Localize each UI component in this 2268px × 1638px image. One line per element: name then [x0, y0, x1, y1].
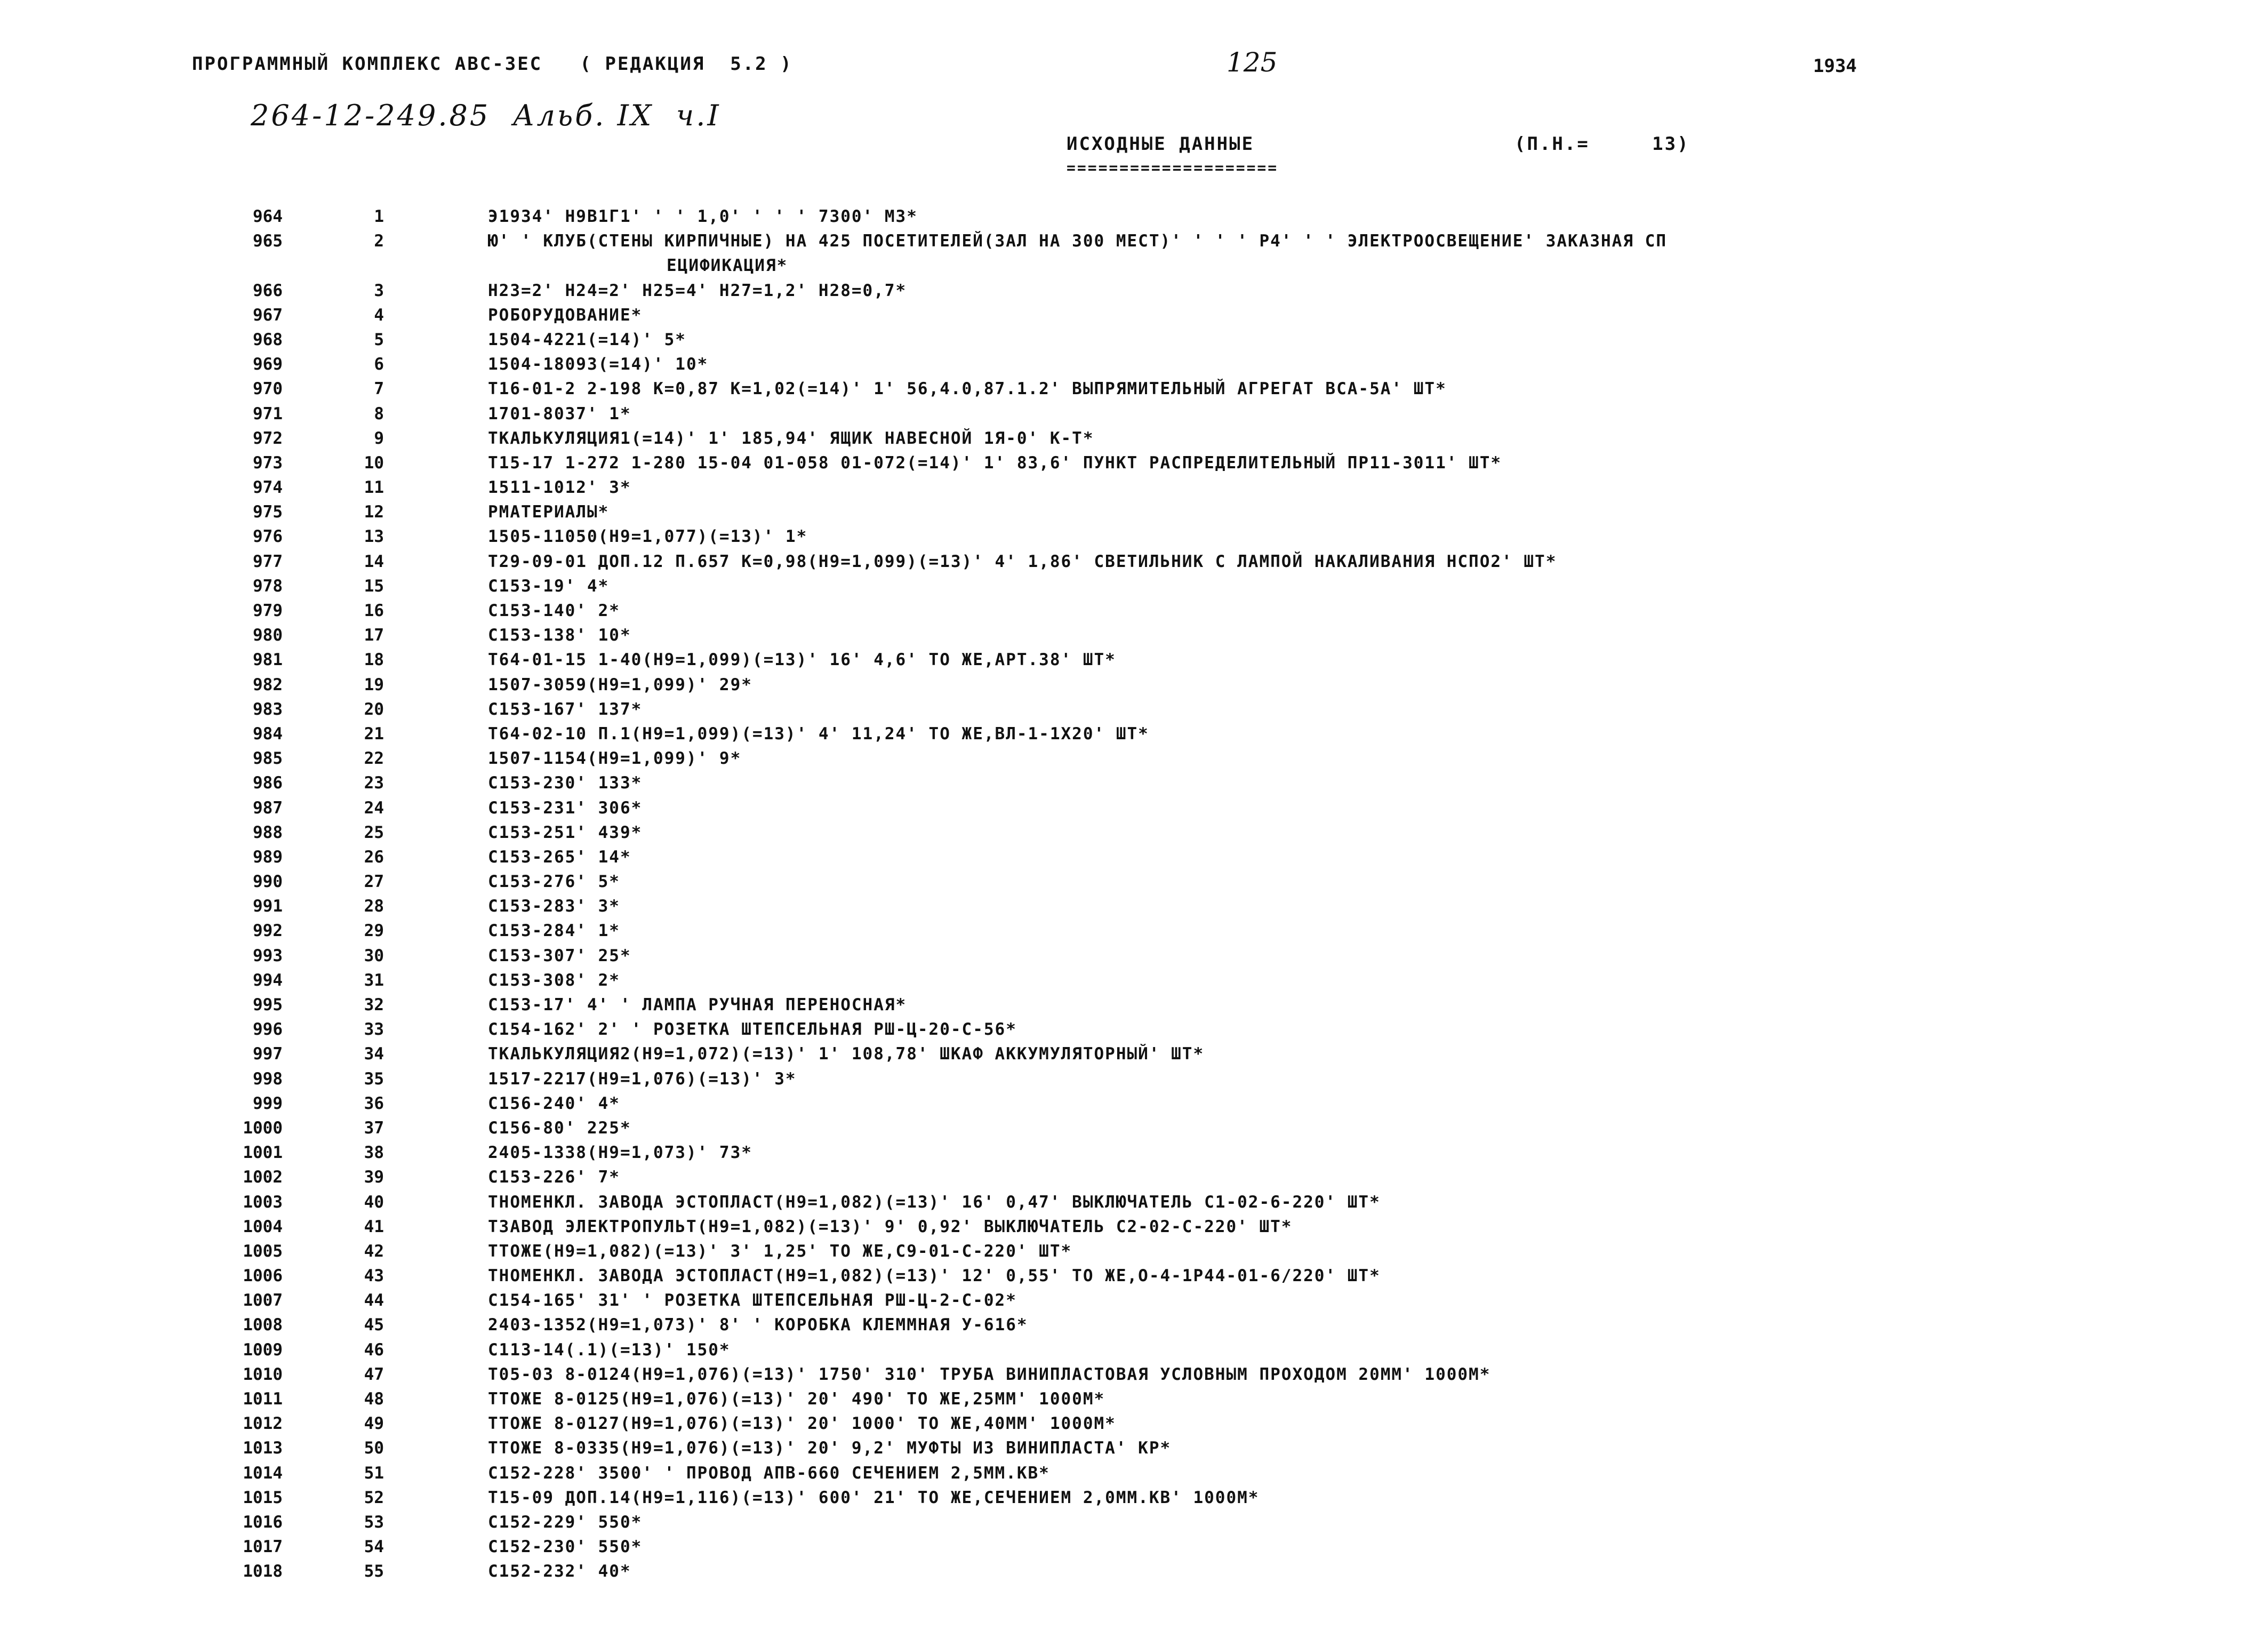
record-global-number: 999	[253, 1093, 283, 1113]
record-row	[0, 746, 2268, 771]
record-row	[0, 524, 2268, 549]
record-row	[0, 1067, 2268, 1091]
record-local-number: 37	[364, 1118, 384, 1138]
record-local-number: 52	[364, 1488, 384, 1507]
record-global-number: 984	[253, 724, 283, 744]
record-local-number: 38	[364, 1143, 384, 1163]
record-local-number: 47	[364, 1364, 384, 1384]
record-global-number: 1009	[243, 1340, 283, 1360]
record-global-number: 969	[253, 355, 283, 374]
record-local-number: 43	[364, 1266, 384, 1286]
record-local-number: 44	[364, 1291, 384, 1311]
record-global-number: 970	[253, 379, 283, 399]
record-row	[0, 673, 2268, 697]
record-local-number: 12	[364, 502, 384, 522]
record-text: Э1934' Н9В1Г1' ' ' 1,0' ' ' ' 7300' М3*	[488, 207, 918, 226]
record-text: Т64-02-10 П.1(Н9=1,099)(=13)' 4' 11,24' ТО ЖЕ,ВЛ-1-1Х20' ШТ*	[488, 724, 1149, 744]
record-row	[0, 500, 2268, 524]
record-global-number: 972	[253, 428, 283, 448]
record-text-continuation: ЕЦИФИКАЦИЯ*	[667, 256, 788, 276]
handwritten-reference: 264-12-249.85 Альб. IX ч.I	[251, 99, 721, 132]
record-global-number: 975	[253, 502, 283, 522]
record-text: Т16-01-2 2-198 К=0,87 К=1,02(=14)' 1' 56,4.0,87.1.2' ВЫПРЯМИТЕЛЬНЫЙ АГРЕГАТ ВСА-5А' ШТ*	[488, 379, 1447, 399]
record-text: 1505-11050(Н9=1,077)(=13)' 1*	[488, 527, 808, 547]
record-text: С153-230' 133*	[488, 773, 643, 793]
record-local-number: 26	[364, 847, 384, 867]
record-row	[0, 1140, 2268, 1165]
record-local-number: 1	[374, 207, 384, 226]
record-text: Т15-09 ДОП.14(Н9=1,116)(=13)' 600' 21' ТО ЖЕ,СЕЧЕНИЕМ 2,0ММ.КВ' 1000М*	[488, 1488, 1260, 1507]
record-text: С153-167' 137*	[488, 699, 643, 719]
record-row	[0, 1190, 2268, 1214]
record-row	[0, 574, 2268, 598]
record-row	[0, 1239, 2268, 1264]
record-text: ТНОМЕНКЛ. ЗАВОДА ЭСТОПЛАСТ(Н9=1,082)(=13)' 16' 0,47' ВЫКЛЮЧАТЕЛЬ С1-02-6-220' ШТ*	[488, 1192, 1381, 1212]
record-local-number: 20	[364, 699, 384, 719]
record-local-number: 17	[364, 626, 384, 645]
record-row	[0, 1485, 2268, 1510]
record-row	[0, 771, 2268, 795]
record-local-number: 9	[374, 428, 384, 448]
record-local-number: 19	[364, 675, 384, 694]
record-global-number: 998	[253, 1069, 283, 1089]
record-local-number: 48	[364, 1389, 384, 1409]
record-text: 1507-1154(Н9=1,099)' 9*	[488, 749, 742, 769]
record-text: С153-283' 3*	[488, 897, 620, 916]
section-page-number: (П.Н.= 13)	[1514, 133, 1690, 155]
record-global-number: 991	[253, 897, 283, 916]
record-local-number: 45	[364, 1315, 384, 1335]
record-local-number: 36	[364, 1093, 384, 1113]
record-row	[0, 451, 2268, 475]
record-local-number: 24	[364, 798, 384, 818]
record-local-number: 2	[374, 231, 384, 251]
record-local-number: 30	[364, 946, 384, 965]
record-row	[0, 1165, 2268, 1189]
record-text: С152-230' 550*	[488, 1537, 643, 1557]
record-local-number: 35	[364, 1069, 384, 1089]
record-row	[0, 869, 2268, 894]
record-local-number: 32	[364, 995, 384, 1015]
record-row	[0, 918, 2268, 943]
record-text: С156-80' 225*	[488, 1118, 631, 1138]
record-text: С153-251' 439*	[488, 822, 643, 842]
record-text: ТКАЛЬКУЛЯЦИЯ2(Н9=1,072)(=13)' 1' 108,78' ШКАФ АККУМУЛЯТОРНЫЙ' ШТ*	[488, 1044, 1205, 1064]
record-text: 1504-18093(=14)' 10*	[488, 355, 709, 374]
record-text: С153-308' 2*	[488, 970, 620, 990]
record-row	[0, 722, 2268, 746]
record-global-number: 1002	[243, 1168, 283, 1187]
record-text: С153-138' 10*	[488, 626, 631, 645]
record-local-number: 10	[364, 453, 384, 473]
record-text: РМАТЕРИАЛЫ*	[488, 502, 610, 522]
record-row	[0, 796, 2268, 820]
record-global-number: 1007	[243, 1291, 283, 1311]
record-row	[0, 1264, 2268, 1288]
record-row	[0, 402, 2268, 426]
record-global-number: 965	[253, 231, 283, 251]
record-global-number: 1005	[243, 1241, 283, 1261]
record-local-number: 8	[374, 404, 384, 424]
record-row	[0, 1535, 2268, 1559]
record-text: 1507-3059(Н9=1,099)' 29*	[488, 675, 752, 694]
record-global-number: 1017	[243, 1537, 283, 1557]
record-text: Т64-01-15 1-40(Н9=1,099)(=13)' 16' 4,6' ТО ЖЕ,АРТ.38' ШТ*	[488, 650, 1116, 670]
record-text: РОБОРУДОВАНИЕ*	[488, 305, 643, 325]
record-local-number: 5	[374, 330, 384, 349]
record-text: ТТОЖЕ(Н9=1,082)(=13)' 3' 1,25' ТО ЖЕ,С9-01-С-220' ШТ*	[488, 1241, 1072, 1261]
record-local-number: 31	[364, 970, 384, 990]
record-row	[0, 598, 2268, 623]
record-global-number: 983	[253, 699, 283, 719]
record-text: Ю' ' КЛУБ(СТЕНЫ КИРПИЧНЫЕ) НА 425 ПОСЕТИТЕЛЕЙ(ЗАЛ НА 300 МЕСТ)' ' ' ' Р4' ' ' ЭЛЕКТРООСВЕЩЕНИЕ' ЗАКАЗНАЯ СП	[488, 231, 1668, 251]
record-text: 1701-8037' 1*	[488, 404, 631, 424]
record-local-number: 50	[364, 1439, 384, 1458]
record-text: Т05-03 8-0124(Н9=1,076)(=13)' 1750' 310' ТРУБА ВИНИПЛАСТОВАЯ УСЛОВНЫМ ПРОХОДОМ 20ММ' 1000М*	[488, 1364, 1491, 1384]
record-global-number: 994	[253, 970, 283, 990]
record-global-number: 986	[253, 773, 283, 793]
record-row	[0, 1411, 2268, 1436]
record-global-number: 1004	[243, 1217, 283, 1236]
record-text: ТКАЛЬКУЛЯЦИЯ1(=14)' 1' 185,94' ЯЩИК НАВЕСНОЙ 1Я-0' К-Т*	[488, 428, 1094, 448]
record-text: С153-140' 2*	[488, 601, 620, 621]
record-row	[0, 1017, 2268, 1042]
record-local-number: 39	[364, 1168, 384, 1187]
record-text: 1504-4221(=14)' 5*	[488, 330, 686, 349]
record-global-number: 988	[253, 822, 283, 842]
record-row	[0, 1362, 2268, 1387]
record-row	[0, 475, 2268, 500]
record-global-number: 985	[253, 749, 283, 769]
record-row	[0, 993, 2268, 1017]
record-local-number: 51	[364, 1463, 384, 1483]
record-local-number: 41	[364, 1217, 384, 1236]
record-row	[0, 1338, 2268, 1362]
record-global-number: 1000	[243, 1118, 283, 1138]
record-text: С153-307' 25*	[488, 946, 631, 965]
record-local-number: 22	[364, 749, 384, 769]
record-global-number: 1001	[243, 1143, 283, 1163]
record-global-number: 997	[253, 1044, 283, 1064]
record-global-number: 974	[253, 478, 283, 498]
record-global-number: 981	[253, 650, 283, 670]
record-text: ТТОЖЕ 8-0335(Н9=1,076)(=13)' 20' 9,2' МУФТЫ ИЗ ВИНИПЛАСТА' КР*	[488, 1439, 1172, 1458]
record-row	[0, 1214, 2268, 1239]
record-row	[0, 1091, 2268, 1116]
record-global-number: 982	[253, 675, 283, 694]
record-local-number: 16	[364, 601, 384, 621]
record-global-number: 995	[253, 995, 283, 1015]
record-row	[0, 303, 2268, 327]
record-row	[0, 327, 2268, 352]
record-text: С153-17' 4' ' ЛАМПА РУЧНАЯ ПЕРЕНОСНАЯ*	[488, 995, 907, 1015]
record-row	[0, 1559, 2268, 1584]
record-local-number: 27	[364, 872, 384, 892]
record-global-number: 1006	[243, 1266, 283, 1286]
record-local-number: 34	[364, 1044, 384, 1064]
record-text: С152-228' 3500' ' ПРОВОД АПВ-660 СЕЧЕНИЕМ 2,5ММ.КВ*	[488, 1463, 1050, 1483]
record-row	[0, 352, 2268, 377]
record-row	[0, 944, 2268, 968]
record-text: 2405-1338(Н9=1,073)' 73*	[488, 1143, 752, 1163]
record-row	[0, 549, 2268, 574]
record-global-number: 979	[253, 601, 283, 621]
record-global-number: 987	[253, 798, 283, 818]
record-row	[0, 968, 2268, 993]
record-local-number: 28	[364, 897, 384, 916]
section-title: ИСХОДНЫЕ ДАННЫЕ	[1067, 133, 1255, 155]
record-text: 1511-1012' 3*	[488, 478, 631, 498]
record-global-number: 1016	[243, 1512, 283, 1532]
record-row	[0, 426, 2268, 451]
record-local-number: 4	[374, 305, 384, 325]
record-local-number: 6	[374, 355, 384, 374]
record-row	[0, 1116, 2268, 1140]
year-code: 1934	[1813, 55, 1857, 77]
record-global-number: 973	[253, 453, 283, 473]
record-global-number: 993	[253, 946, 283, 965]
record-local-number: 54	[364, 1537, 384, 1557]
record-text: С154-162' 2' ' РОЗЕТКА ШТЕПСЕЛЬНАЯ РШ-Ц-20-С-56*	[488, 1020, 1017, 1040]
record-global-number: 996	[253, 1020, 283, 1040]
record-local-number: 3	[374, 281, 384, 300]
record-local-number: 21	[364, 724, 384, 744]
record-text: С153-284' 1*	[488, 921, 620, 941]
title-underline: ====================	[1067, 159, 1279, 177]
record-local-number: 11	[364, 478, 384, 498]
record-local-number: 7	[374, 379, 384, 399]
record-text: С154-165' 31' ' РОЗЕТКА ШТЕПСЕЛЬНАЯ РШ-Ц-2-С-02*	[488, 1291, 1017, 1311]
record-text: ТТОЖЕ 8-0127(Н9=1,076)(=13)' 20' 1000' ТО ЖЕ,40ММ' 1000М*	[488, 1414, 1116, 1434]
record-row	[0, 1461, 2268, 1485]
record-global-number: 1008	[243, 1315, 283, 1335]
record-global-number: 1014	[243, 1463, 283, 1483]
record-row	[0, 894, 2268, 918]
record-local-number: 55	[364, 1562, 384, 1581]
record-row	[0, 648, 2268, 672]
record-global-number: 964	[253, 207, 283, 226]
record-row	[0, 1313, 2268, 1337]
record-local-number: 46	[364, 1340, 384, 1360]
record-local-number: 29	[364, 921, 384, 941]
record-global-number: 1013	[243, 1439, 283, 1458]
record-local-number: 49	[364, 1414, 384, 1434]
record-local-number: 23	[364, 773, 384, 793]
record-row	[0, 1387, 2268, 1411]
record-local-number: 42	[364, 1241, 384, 1261]
record-row	[0, 845, 2268, 869]
record-text: ТЗАВОД ЭЛЕКТРОПУЛЬТ(Н9=1,082)(=13)' 9' 0,92' ВЫКЛЮЧАТЕЛЬ С2-02-С-220' ШТ*	[488, 1217, 1293, 1236]
record-global-number: 992	[253, 921, 283, 941]
page-number: 125	[1227, 47, 1278, 78]
record-local-number: 14	[364, 552, 384, 571]
record-text: С152-232' 40*	[488, 1562, 631, 1581]
records-list	[0, 204, 2268, 1584]
program-header: ПРОГРАММНЫЙ КОМПЛЕКС АВС-3ЕС ( РЕДАКЦИЯ 5.2 )	[192, 53, 793, 75]
record-row	[0, 623, 2268, 648]
record-local-number: 15	[364, 576, 384, 596]
record-text: С153-265' 14*	[488, 847, 631, 867]
record-row	[0, 1510, 2268, 1535]
record-global-number: 1018	[243, 1562, 283, 1581]
record-row	[0, 1436, 2268, 1460]
record-text: С156-240' 4*	[488, 1093, 620, 1113]
record-global-number: 966	[253, 281, 283, 300]
record-text: С153-19' 4*	[488, 576, 610, 596]
record-global-number: 989	[253, 847, 283, 867]
record-text: ТНОМЕНКЛ. ЗАВОДА ЭСТОПЛАСТ(Н9=1,082)(=13)' 12' 0,55' ТО ЖЕ,О-4-1Р44-01-6/220' ШТ*	[488, 1266, 1381, 1286]
record-text: С152-229' 550*	[488, 1512, 643, 1532]
record-text: С153-231' 306*	[488, 798, 643, 818]
record-global-number: 978	[253, 576, 283, 596]
record-local-number: 33	[364, 1020, 384, 1040]
record-global-number: 976	[253, 527, 283, 547]
record-text: Т29-09-01 ДОП.12 П.657 К=0,98(Н9=1,099)(=13)' 4' 1,86' СВЕТИЛЬНИК С ЛАМПОЙ НАКАЛИВАНИЯ НСПО2' ШТ*	[488, 552, 1557, 571]
record-global-number: 971	[253, 404, 283, 424]
record-text: Т15-17 1-272 1-280 15-04 01-058 01-072(=14)' 1' 83,6' ПУНКТ РАСПРЕДЕЛИТЕЛЬНЫЙ ПР11-3011' ШТ*	[488, 453, 1502, 473]
record-global-number: 990	[253, 872, 283, 892]
record-local-number: 25	[364, 822, 384, 842]
record-row	[0, 278, 2268, 303]
record-row	[0, 1042, 2268, 1066]
record-text: 2403-1352(Н9=1,073)' 8' ' КОРОБКА КЛЕММНАЯ У-616*	[488, 1315, 1028, 1335]
record-global-number: 1015	[243, 1488, 283, 1507]
record-local-number: 13	[364, 527, 384, 547]
record-text: Н23=2' Н24=2' Н25=4' Н27=1,2' Н28=0,7*	[488, 281, 907, 300]
record-row	[0, 229, 2268, 278]
record-global-number: 980	[253, 626, 283, 645]
record-text: 1517-2217(Н9=1,076)(=13)' 3*	[488, 1069, 797, 1089]
record-global-number: 967	[253, 305, 283, 325]
record-text: С113-14(.1)(=13)' 150*	[488, 1340, 731, 1360]
record-text: С153-276' 5*	[488, 872, 620, 892]
record-row	[0, 820, 2268, 845]
record-local-number: 40	[364, 1192, 384, 1212]
record-global-number: 968	[253, 330, 283, 349]
record-row	[0, 204, 2268, 229]
record-row	[0, 1288, 2268, 1313]
record-text: С153-226' 7*	[488, 1168, 620, 1187]
record-row	[0, 697, 2268, 722]
record-global-number: 1010	[243, 1364, 283, 1384]
record-row	[0, 377, 2268, 401]
record-text: ТТОЖЕ 8-0125(Н9=1,076)(=13)' 20' 490' ТО ЖЕ,25ММ' 1000М*	[488, 1389, 1105, 1409]
record-local-number: 18	[364, 650, 384, 670]
record-global-number: 1003	[243, 1192, 283, 1212]
record-global-number: 1011	[243, 1389, 283, 1409]
record-global-number: 1012	[243, 1414, 283, 1434]
record-global-number: 977	[253, 552, 283, 571]
record-local-number: 53	[364, 1512, 384, 1532]
